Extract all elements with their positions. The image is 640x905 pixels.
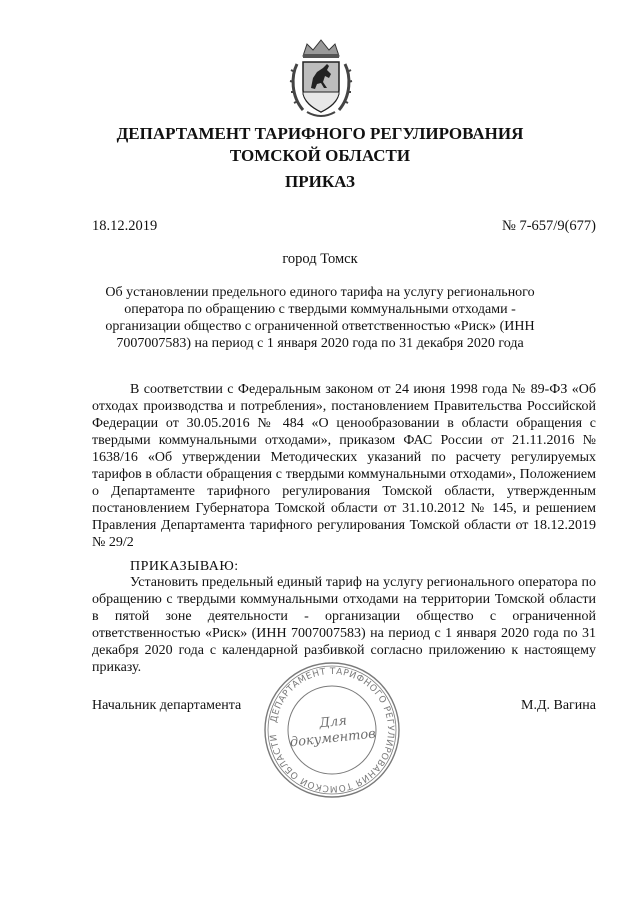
preamble-text: В соответствии с Федеральным законом от 24 июня 1998 года № 89-ФЗ «Об отходах производства и потребления», постановлением Правительства Российской Федерации от 30.05.2016 № 484 «О ценообразовании в области обращения с твердыми коммунальными отходами», приказом ФАС России от 21.11.2016 № 1638/16 «Об утверждении Методических указаний по расчету регулируемых тарифов в области обращения с твердыми коммунальными отходами», Положением о Департаменте тарифного регулирования Томской области, утвержденным постановлением Губернатора Томской области от 31.10.2012 № 145, и решением Правления Департамента тарифного регулирования Томской области от 18.12.2019 № 29/2 [92,382,596,550]
order-date: 18.12.2019 [92,218,158,234]
official-stamp [262,660,402,800]
order-subject: Об установлении предельного единого тарифа на услугу регионального оператора по обращению с твердыми коммунальными отходами - организации общество с ограниченной ответственностью «Риск» (ИНН 7007007583) на период с 1 января 2020 года по 31 декабря 2020 года [105,285,535,351]
department-name-line1: ДЕПАРТАМЕНТ ТАРИФНОГО РЕГУЛИРОВАНИЯ [116,124,524,143]
signatory-name: М.Д. Вагина [521,698,596,713]
order-title: ПРИКАЗ [285,172,355,191]
stamp-ring-text: ДЕПАРТАМЕНТ ТАРИФНОГО РЕГУЛИРОВАНИЯ ТОМСКОЙ ОБЛАСТИ [269,666,396,794]
preamble-paragraph [92,381,596,551]
signatory-position: Начальник департамента [92,698,242,713]
department-name [40,123,600,167]
tomsk-coat-of-arms-icon [289,36,353,118]
stamp-line2: документов [289,726,377,751]
resolution-text: Установить предельный единый тариф на услугу регионального оператора по обращению с твердыми коммунальными отходами на территории Томской области в пятой зоне деятельности - организации общество с ограниченной ответственностью «Риск» (ИНН 7007007583) на период с 1 января 2020 года по 31 декабря 2020 года с календарной разбивкой согласно приложению к настоящему приказу. [92,575,596,675]
department-name-line2: ТОМСКОЙ ОБЛАСТИ [229,146,411,165]
order-number: № 7-657/9(677) [502,218,596,234]
stamp-line1: Для [318,713,348,732]
order-keyword: ПРИКАЗЫВАЮ: [130,559,239,574]
city: город Томск [282,251,358,267]
